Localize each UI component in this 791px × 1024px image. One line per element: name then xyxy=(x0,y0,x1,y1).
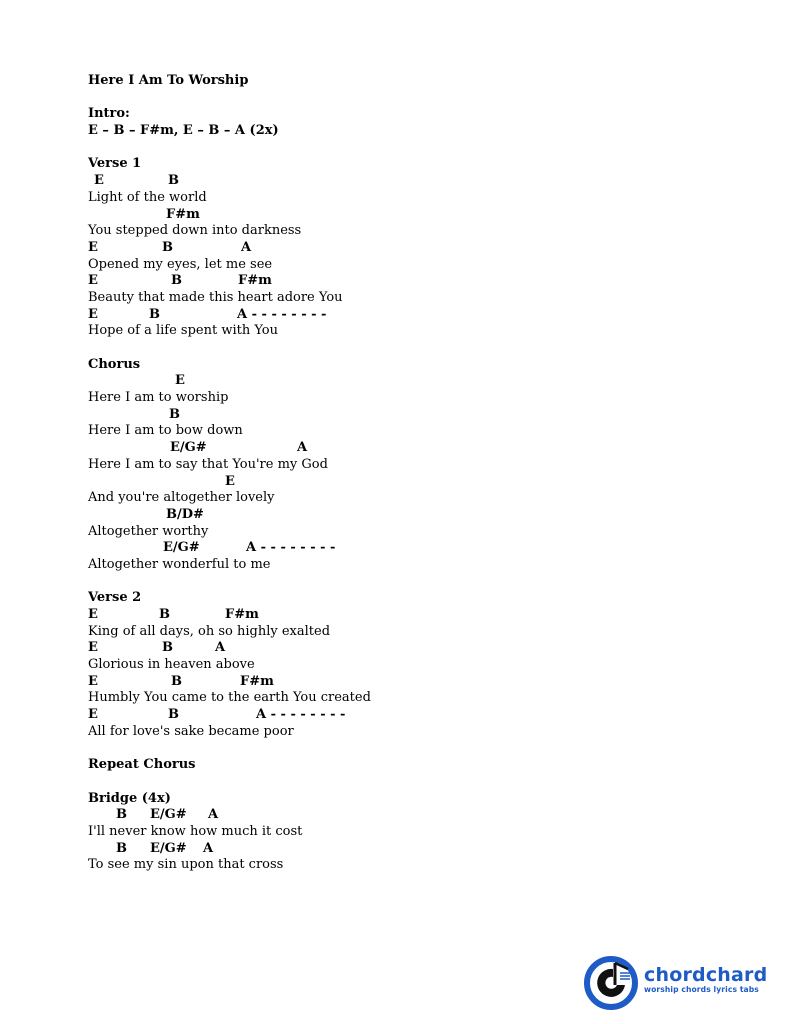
chordchard-logo xyxy=(584,955,774,1011)
lyric-line: King of all days, oh so highly exalted xyxy=(88,623,331,639)
lyric-line: Here I am to worship xyxy=(88,390,229,406)
song-title: Here I Am To Worship xyxy=(88,73,249,88)
chord: E xyxy=(94,173,104,189)
lyric-line: Here I am to bow down xyxy=(88,423,243,439)
chord: E xyxy=(175,373,185,389)
chord: B xyxy=(162,640,173,656)
lyric-line: Altogether worthy xyxy=(88,523,209,539)
lyric-line: Altogether wonderful to me xyxy=(88,556,271,572)
chord: B xyxy=(116,807,127,823)
chord: A xyxy=(215,640,226,656)
chord: A - - - - - - - - xyxy=(237,306,327,322)
chord: E xyxy=(225,473,235,489)
chord: B xyxy=(159,607,170,622)
bridge-label: Bridge (4x) xyxy=(88,790,171,806)
chord: A - - - - - - - - xyxy=(256,707,346,723)
chordchard-logo-icon xyxy=(584,955,640,1011)
chord: B xyxy=(171,673,182,689)
lyric-line: To see my sin upon that cross xyxy=(88,857,284,873)
chord: E xyxy=(88,607,98,622)
chord: E/G# xyxy=(163,540,200,556)
lyric-line: And you're altogether lovely xyxy=(88,490,275,506)
chord: E xyxy=(88,707,98,723)
chord: E/G# xyxy=(150,840,187,856)
chord-line xyxy=(88,640,748,657)
chord: A xyxy=(208,807,219,823)
chord-line xyxy=(88,707,748,724)
chord: B xyxy=(171,273,182,289)
lyric-line: Light of the world xyxy=(88,189,207,205)
chord-line xyxy=(88,507,748,524)
chord: E xyxy=(88,273,98,289)
chord: A - - - - - - - - xyxy=(246,540,336,556)
chord-line xyxy=(88,173,748,190)
chord: B xyxy=(116,840,127,856)
verse1-label: Verse 1 xyxy=(88,156,142,172)
chord-line xyxy=(88,407,748,424)
chord-line xyxy=(88,207,748,224)
lyric-line: Hope of a life spent with You xyxy=(88,323,278,339)
lyric-line: All for love's sake became poor xyxy=(88,723,294,739)
logo-tagline: worship chords lyrics tabs xyxy=(644,985,759,994)
lyric-line: Humbly You came to the earth You created xyxy=(88,690,371,706)
chord: F#m xyxy=(238,273,272,289)
chord: E xyxy=(88,306,98,322)
logo-name: chordchard xyxy=(644,964,768,986)
chord: E xyxy=(88,239,98,255)
lyric-line: Beauty that made this heart adore You xyxy=(88,289,343,305)
chord-line xyxy=(88,474,748,491)
chord-line xyxy=(88,674,748,691)
chord-line xyxy=(88,440,748,457)
chord: F#m xyxy=(240,673,274,689)
chord-line xyxy=(88,841,748,858)
chord: A xyxy=(203,840,214,856)
chord-line xyxy=(88,807,748,824)
verse2-label: Verse 2 xyxy=(88,590,142,606)
chorus-label: Chorus xyxy=(88,356,141,372)
chord: E xyxy=(88,673,98,689)
repeat-chorus-label: Repeat Chorus xyxy=(88,757,196,773)
chord: E/G# xyxy=(150,807,187,823)
chord-line xyxy=(88,307,748,324)
chord-line xyxy=(88,607,748,624)
chord: B xyxy=(162,239,173,255)
chord: E/G# xyxy=(170,440,207,456)
chord: F#m xyxy=(166,206,200,222)
chord: B/D# xyxy=(166,506,204,522)
chord: B xyxy=(168,173,179,189)
chord: A xyxy=(241,239,252,255)
chord-line xyxy=(88,540,748,557)
lyric-line: You stepped down into darkness xyxy=(88,223,302,239)
intro-progression: E – B – F#m, E – B – A (2x) xyxy=(88,123,279,139)
chord: F#m xyxy=(225,607,259,622)
chord-line xyxy=(88,273,748,290)
intro-label: Intro: xyxy=(88,106,130,122)
chord: E xyxy=(88,640,98,656)
chord: A xyxy=(297,440,308,456)
lyric-line: Here I am to say that You're my God xyxy=(88,456,328,472)
lyric-line: Glorious in heaven above xyxy=(88,657,255,673)
chord-line xyxy=(88,373,748,390)
song-sheet xyxy=(88,73,748,874)
lyric-line: I'll never know how much it cost xyxy=(88,823,303,839)
chord-line xyxy=(88,240,748,257)
chord: B xyxy=(168,707,179,723)
chord: B xyxy=(169,406,180,422)
chord: B xyxy=(149,306,160,322)
lyric-line: Opened my eyes, let me see xyxy=(88,256,273,272)
